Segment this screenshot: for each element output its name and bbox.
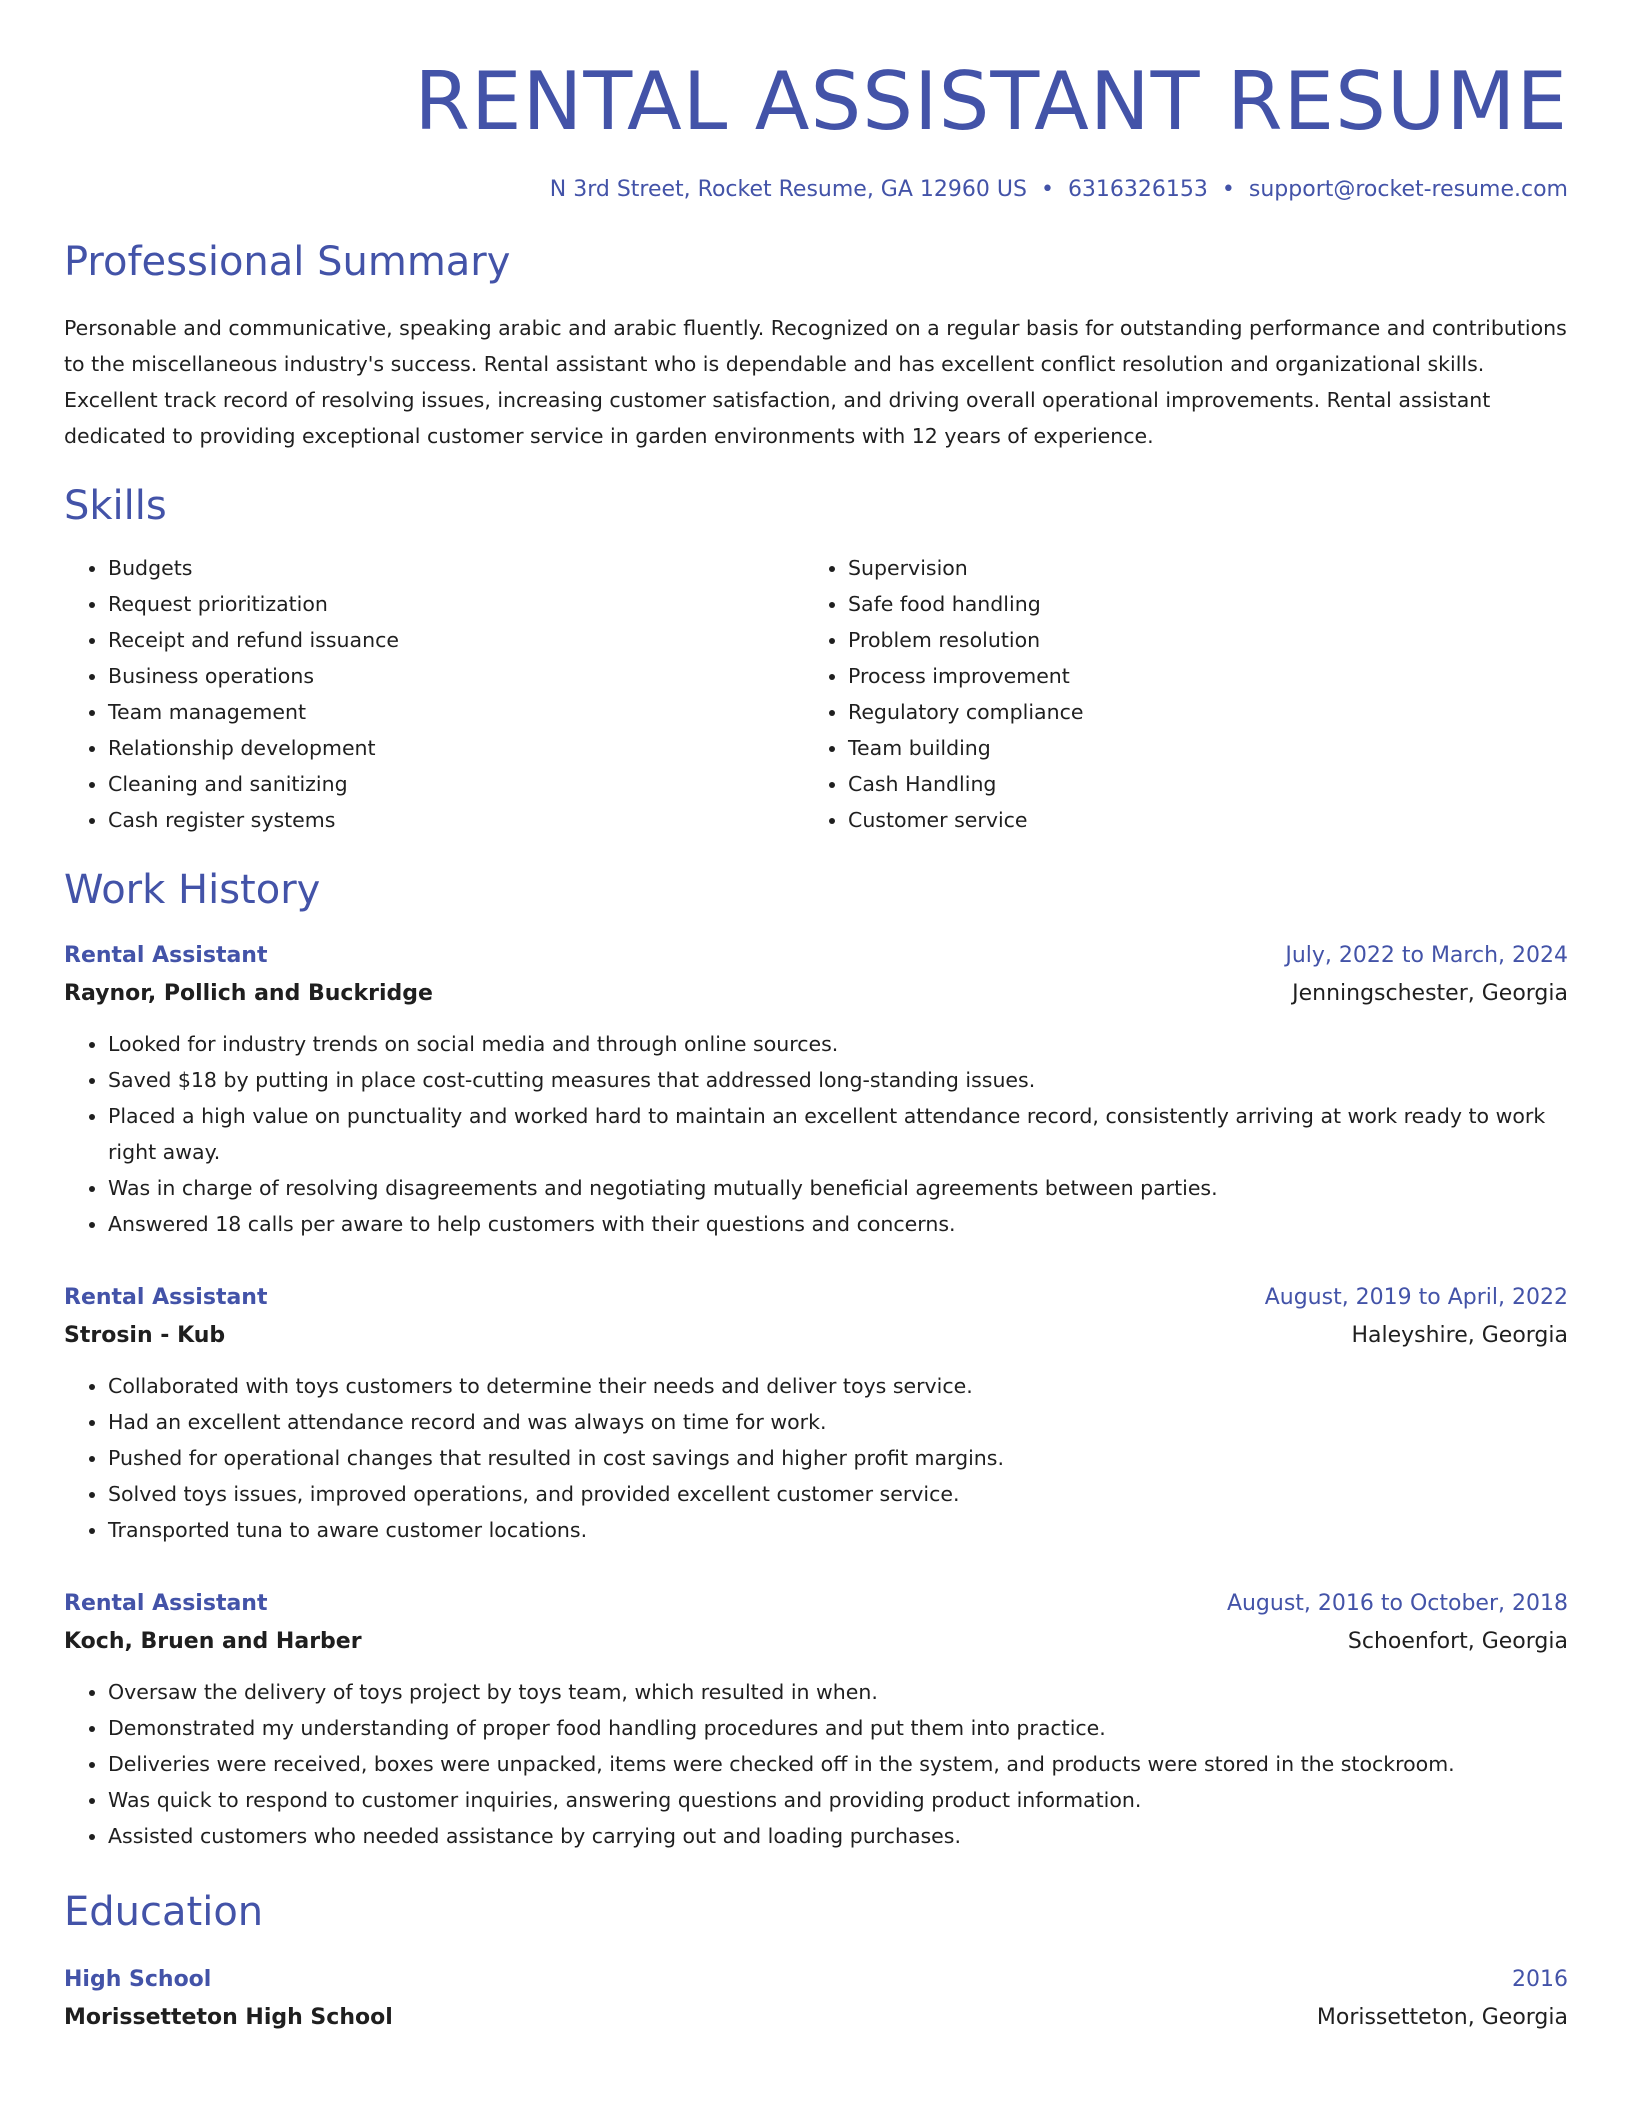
- job-bullet: • Answered 18 calls per aware to help customers with their questions and concerns.: [108, 1206, 1568, 1242]
- job-bullet: • Transported tuna to aware customer locations.: [108, 1512, 1568, 1548]
- education-school-row: [64, 1998, 1568, 2038]
- job-header-row: [64, 1280, 1568, 1316]
- job-bullets: [64, 1674, 1568, 1854]
- separator-bullet: •: [1040, 177, 1054, 202]
- contact-email: support@rocket-resume.com: [1248, 177, 1568, 202]
- skill-item: • Cash register systems: [108, 802, 804, 838]
- job-bullet: • Looked for industry trends on social media and through online sources.: [108, 1026, 1568, 1062]
- skills-list-right: [804, 550, 1544, 838]
- work-history-section: [64, 864, 1568, 1854]
- contact-phone: 6316326153: [1067, 177, 1208, 202]
- contact-address: N 3rd Street, Rocket Resume, GA 12960 US: [549, 177, 1027, 202]
- education-section: [64, 1886, 1568, 2038]
- education-entry: [64, 1962, 1568, 2038]
- job-company-row: [64, 1316, 1568, 1356]
- skill-item: • Request prioritization: [108, 586, 804, 622]
- job-entry: [64, 1280, 1568, 1548]
- job-location: Haleyshire, Georgia: [1351, 1323, 1568, 1348]
- skill-item: • Team building: [848, 730, 1544, 766]
- skill-item: • Customer service: [848, 802, 1544, 838]
- education-school: Morissetteton High School: [64, 2005, 393, 2030]
- job-bullet: • Deliveries were received, boxes were unpacked, items were checked off in the system, and products were stored in the stockroom.: [108, 1746, 1568, 1782]
- skills-column-right: [804, 550, 1544, 838]
- job-header-row: [64, 938, 1568, 974]
- skills-heading: Skills: [64, 483, 167, 529]
- skills-list-left: [64, 550, 804, 838]
- summary-heading: Professional Summary: [64, 239, 511, 285]
- summary-text: Personable and communicative, speaking arabic and arabic fluently. Recognized on a regular basis for outstanding performance and contributions to the miscellaneous industry's success. Rental assistant who is dependable and has excellent conflict resolution and organizational skills. Excellent track record of resolving issues, increasing customer satisfaction, and driving overall operational improvements. Rental assistant dedicated to providing exceptional customer service in garden environments with 12 years of experience.: [64, 316, 1567, 448]
- contact-line: [64, 174, 1568, 206]
- skill-item: • Relationship development: [108, 730, 804, 766]
- work-history-heading: Work History: [64, 867, 321, 913]
- job-bullet: • Collaborated with toys customers to determine their needs and deliver toys service.: [108, 1368, 1568, 1404]
- resume-header: [64, 50, 1568, 206]
- separator-bullet: •: [1221, 177, 1235, 202]
- job-entry: [64, 938, 1568, 1242]
- summary-section: [64, 236, 1568, 454]
- job-header-row: [64, 1586, 1568, 1622]
- job-bullet: • Placed a high value on punctuality and worked hard to maintain an excellent attendance record, consistently arriving at work ready to work right away.: [108, 1098, 1568, 1170]
- education-header-row: [64, 1962, 1568, 1998]
- job-bullet: • Was quick to respond to customer inquiries, answering questions and providing product information.: [108, 1782, 1568, 1818]
- skill-item: • Process improvement: [848, 658, 1544, 694]
- job-company: Koch, Bruen and Harber: [64, 1629, 362, 1654]
- job-bullet: • Had an excellent attendance record and was always on time for work.: [108, 1404, 1568, 1440]
- job-role: Rental Assistant: [64, 943, 268, 968]
- job-bullet: • Was in charge of resolving disagreements and negotiating mutually beneficial agreements between parties.: [108, 1170, 1568, 1206]
- job-company-row: [64, 1622, 1568, 1662]
- education-year: 2016: [1512, 1967, 1568, 1992]
- job-company: Strosin - Kub: [64, 1323, 226, 1348]
- education-heading: Education: [64, 1889, 264, 1935]
- skill-item: • Budgets: [108, 550, 804, 586]
- skills-column-left: [64, 550, 804, 838]
- skill-item: • Cash Handling: [848, 766, 1544, 802]
- job-role: Rental Assistant: [64, 1591, 268, 1616]
- job-entry: [64, 1586, 1568, 1854]
- skill-item: • Problem resolution: [848, 622, 1544, 658]
- skills-section: [64, 480, 1568, 838]
- job-dates: July, 2022 to March, 2024: [1285, 943, 1568, 968]
- skill-item: • Supervision: [848, 550, 1544, 586]
- job-bullet: • Saved $18 by putting in place cost-cutting measures that addressed long-standing issues.: [108, 1062, 1568, 1098]
- job-bullet: • Pushed for operational changes that resulted in cost savings and higher profit margins.: [108, 1440, 1568, 1476]
- job-bullets: [64, 1026, 1568, 1242]
- resume-title: RENTAL ASSISTANT RESUME: [414, 55, 1568, 148]
- job-bullet: • Demonstrated my understanding of proper food handling procedures and put them into practice.: [108, 1710, 1568, 1746]
- education-location: Morissetteton, Georgia: [1316, 2005, 1568, 2030]
- job-dates: August, 2016 to October, 2018: [1226, 1591, 1568, 1616]
- skill-item: • Team management: [108, 694, 804, 730]
- job-location: Schoenfort, Georgia: [1347, 1629, 1568, 1654]
- job-company: Raynor, Pollich and Buckridge: [64, 981, 433, 1006]
- skill-item: • Business operations: [108, 658, 804, 694]
- job-dates: August, 2019 to April, 2022: [1264, 1285, 1568, 1310]
- job-role: Rental Assistant: [64, 1285, 268, 1310]
- job-bullet: • Oversaw the delivery of toys project by toys team, which resulted in when.: [108, 1674, 1568, 1710]
- skills-grid: [64, 550, 1568, 838]
- education-degree: High School: [64, 1967, 212, 1992]
- job-company-row: [64, 974, 1568, 1014]
- skill-item: • Regulatory compliance: [848, 694, 1544, 730]
- job-bullet: • Solved toys issues, improved operations, and provided excellent customer service.: [108, 1476, 1568, 1512]
- job-location: Jenningschester, Georgia: [1292, 981, 1568, 1006]
- job-bullets: [64, 1368, 1568, 1548]
- skill-item: • Cleaning and sanitizing: [108, 766, 804, 802]
- skill-item: • Safe food handling: [848, 586, 1544, 622]
- skill-item: • Receipt and refund issuance: [108, 622, 804, 658]
- job-bullet: • Assisted customers who needed assistance by carrying out and loading purchases.: [108, 1818, 1568, 1854]
